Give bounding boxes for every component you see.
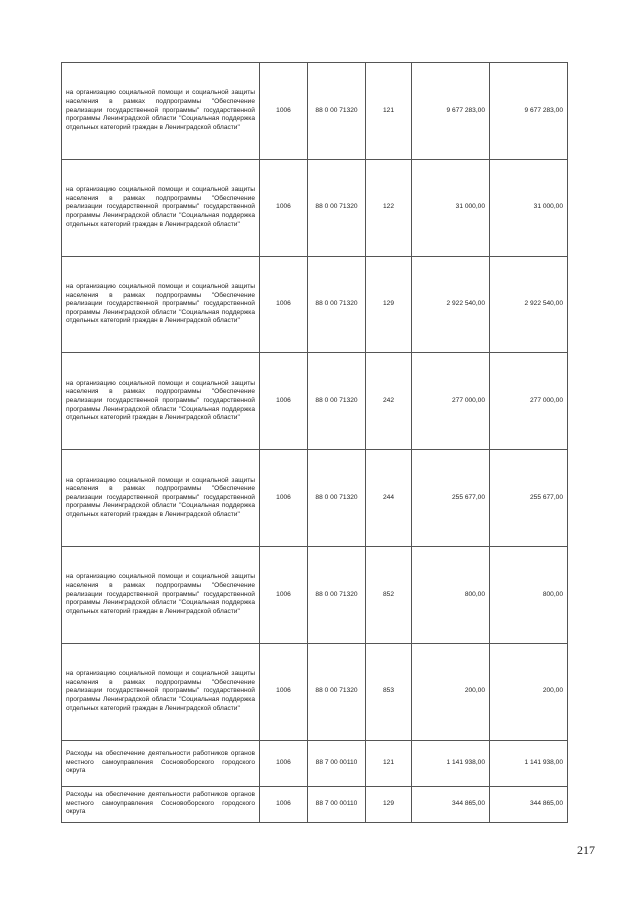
row-target-article: 88 0 00 71320 [308,450,366,547]
table-row [62,353,568,450]
row-amount-2: 31 000,00 [490,159,568,256]
page-number: 217 [577,843,595,857]
row-description: на организацию социальной помощи и социальной защиты населения в рамках подпрограммы "Обеспечение реализации государственной программы" государственной программы Ленинградской области "Социальная поддержка отдельных категорий граждан в Ленинградской области" [62,159,260,256]
row-amount-1: 1 141 938,00 [412,740,490,786]
row-target-article: 88 0 00 71320 [308,256,366,353]
row-amount-1: 31 000,00 [412,159,490,256]
row-description: на организацию социальной помощи и социальной защиты населения в рамках подпрограммы "Обеспечение реализации государственной программы" государственной программы Ленинградской области "Социальная поддержка отдельных категорий граждан в Ленинградской области" [62,63,260,160]
row-description: Расходы на обеспечение деятельности работников органов местного самоуправления Сосновоборского городского округа [62,786,260,822]
row-amount-2: 1 141 938,00 [490,740,568,786]
row-target-article: 88 7 00 00110 [308,740,366,786]
row-description: на организацию социальной помощи и социальной защиты населения в рамках подпрограммы "Обеспечение реализации государственной программы" государственной программы Ленинградской области "Социальная поддержка отдельных категорий граждан в Ленинградской области" [62,353,260,450]
row-expense-type: 129 [366,256,412,353]
row-amount-2: 200,00 [490,643,568,740]
row-amount-1: 9 677 283,00 [412,63,490,160]
row-expense-type: 853 [366,643,412,740]
row-section-code: 1006 [260,546,308,643]
table-row [62,450,568,547]
row-section-code: 1006 [260,740,308,786]
table-row [62,159,568,256]
row-amount-1: 800,00 [412,546,490,643]
row-amount-2: 277 000,00 [490,353,568,450]
row-description: на организацию социальной помощи и социальной защиты населения в рамках подпрограммы "Обеспечение реализации государственной программы" государственной программы Ленинградской области "Социальная поддержка отдельных категорий граждан в Ленинградской области" [62,256,260,353]
row-amount-2: 2 922 540,00 [490,256,568,353]
row-description: Расходы на обеспечение деятельности работников органов местного самоуправления Сосновоборского городского округа [62,740,260,786]
row-target-article: 88 7 00 00110 [308,786,366,822]
row-section-code: 1006 [260,159,308,256]
row-description: на организацию социальной помощи и социальной защиты населения в рамках подпрограммы "Обеспечение реализации государственной программы" государственной программы Ленинградской области "Социальная поддержка отдельных категорий граждан в Ленинградской области" [62,546,260,643]
row-expense-type: 244 [366,450,412,547]
row-section-code: 1006 [260,450,308,547]
row-target-article: 88 0 00 71320 [308,63,366,160]
row-section-code: 1006 [260,63,308,160]
row-description: на организацию социальной помощи и социальной защиты населения в рамках подпрограммы "Обеспечение реализации государственной программы" государственной программы Ленинградской области "Социальная поддержка отдельных категорий граждан в Ленинградской области" [62,643,260,740]
row-target-article: 88 0 00 71320 [308,353,366,450]
table-row [62,256,568,353]
row-description: на организацию социальной помощи и социальной защиты населения в рамках подпрограммы "Обеспечение реализации государственной программы" государственной программы Ленинградской области "Социальная поддержка отдельных категорий граждан в Ленинградской области" [62,450,260,547]
row-section-code: 1006 [260,353,308,450]
row-expense-type: 122 [366,159,412,256]
row-amount-2: 800,00 [490,546,568,643]
table-row [62,546,568,643]
row-section-code: 1006 [260,256,308,353]
table-row [62,740,568,786]
row-amount-2: 344 865,00 [490,786,568,822]
row-amount-2: 255 677,00 [490,450,568,547]
table-row [62,63,568,160]
row-amount-1: 277 000,00 [412,353,490,450]
row-target-article: 88 0 00 71320 [308,159,366,256]
row-amount-2: 9 677 283,00 [490,63,568,160]
table-row [62,786,568,822]
row-amount-1: 2 922 540,00 [412,256,490,353]
row-target-article: 88 0 00 71320 [308,643,366,740]
row-amount-1: 200,00 [412,643,490,740]
row-amount-1: 255 677,00 [412,450,490,547]
row-section-code: 1006 [260,643,308,740]
row-amount-1: 344 865,00 [412,786,490,822]
row-expense-type: 852 [366,546,412,643]
budget-table [61,62,568,823]
row-expense-type: 242 [366,353,412,450]
table-row [62,643,568,740]
row-section-code: 1006 [260,786,308,822]
row-expense-type: 129 [366,786,412,822]
row-target-article: 88 0 00 71320 [308,546,366,643]
row-expense-type: 121 [366,63,412,160]
row-expense-type: 121 [366,740,412,786]
